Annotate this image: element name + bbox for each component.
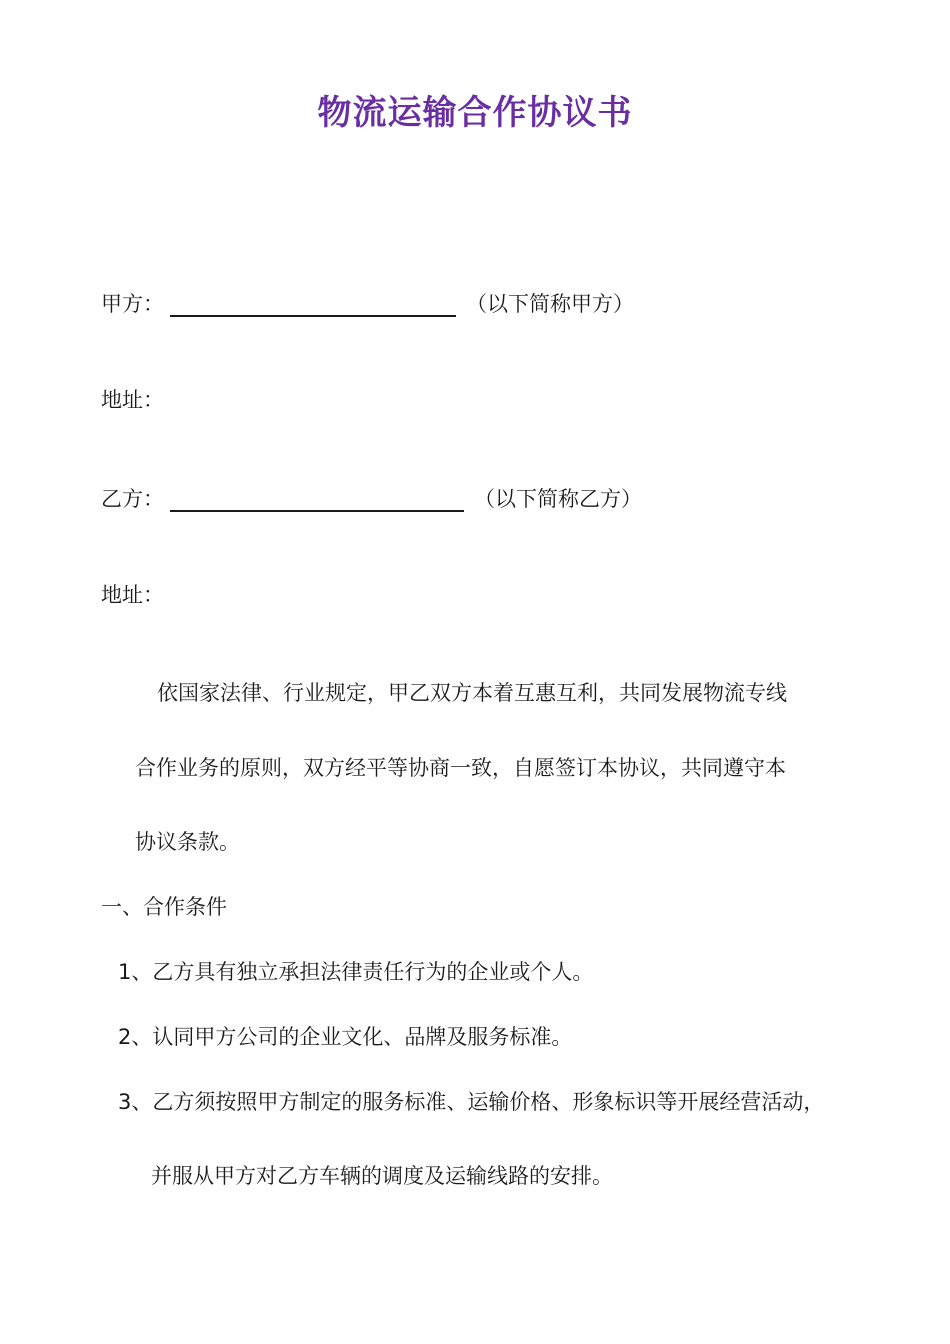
intro-line-1: 依国家法律、行业规定，甲乙双方本着互惠互利，共同发展物流专线 (157, 681, 787, 705)
section-1-item-2: 2、认同甲方公司的企业文化、品牌及服务标准。 (118, 1025, 573, 1049)
party-a-blank (170, 293, 456, 317)
intro-line-3: 协议条款。 (135, 830, 240, 854)
address-b-label: 地址： (101, 583, 164, 607)
party-b-line (101, 488, 642, 512)
party-a-label: 甲方： (101, 292, 164, 316)
section-1-item-1: 1、乙方具有独立承担法律责任行为的企业或个人。 (118, 960, 594, 984)
address-a-label: 地址： (101, 388, 164, 412)
intro-line-2: 合作业务的原则，双方经平等协商一致，自愿签订本协议，共同遵守本 (135, 756, 786, 780)
party-a-line (101, 293, 634, 317)
section-1-item-3-line-2: 并服从甲方对乙方车辆的调度及运输线路的安排。 (151, 1164, 613, 1188)
party-b-suffix: （以下简称乙方） (474, 487, 642, 511)
party-a-suffix: （以下简称甲方） (466, 292, 634, 316)
section-1-heading: 一、合作条件 (101, 895, 227, 919)
document-title: 物流运输合作协议书 (317, 93, 633, 133)
party-b-blank (170, 488, 464, 512)
party-b-label: 乙方： (101, 487, 164, 511)
section-1-item-3-line-1: 3、乙方须按照甲方制定的服务标准、运输价格、形象标识等开展经营活动， (118, 1090, 825, 1114)
